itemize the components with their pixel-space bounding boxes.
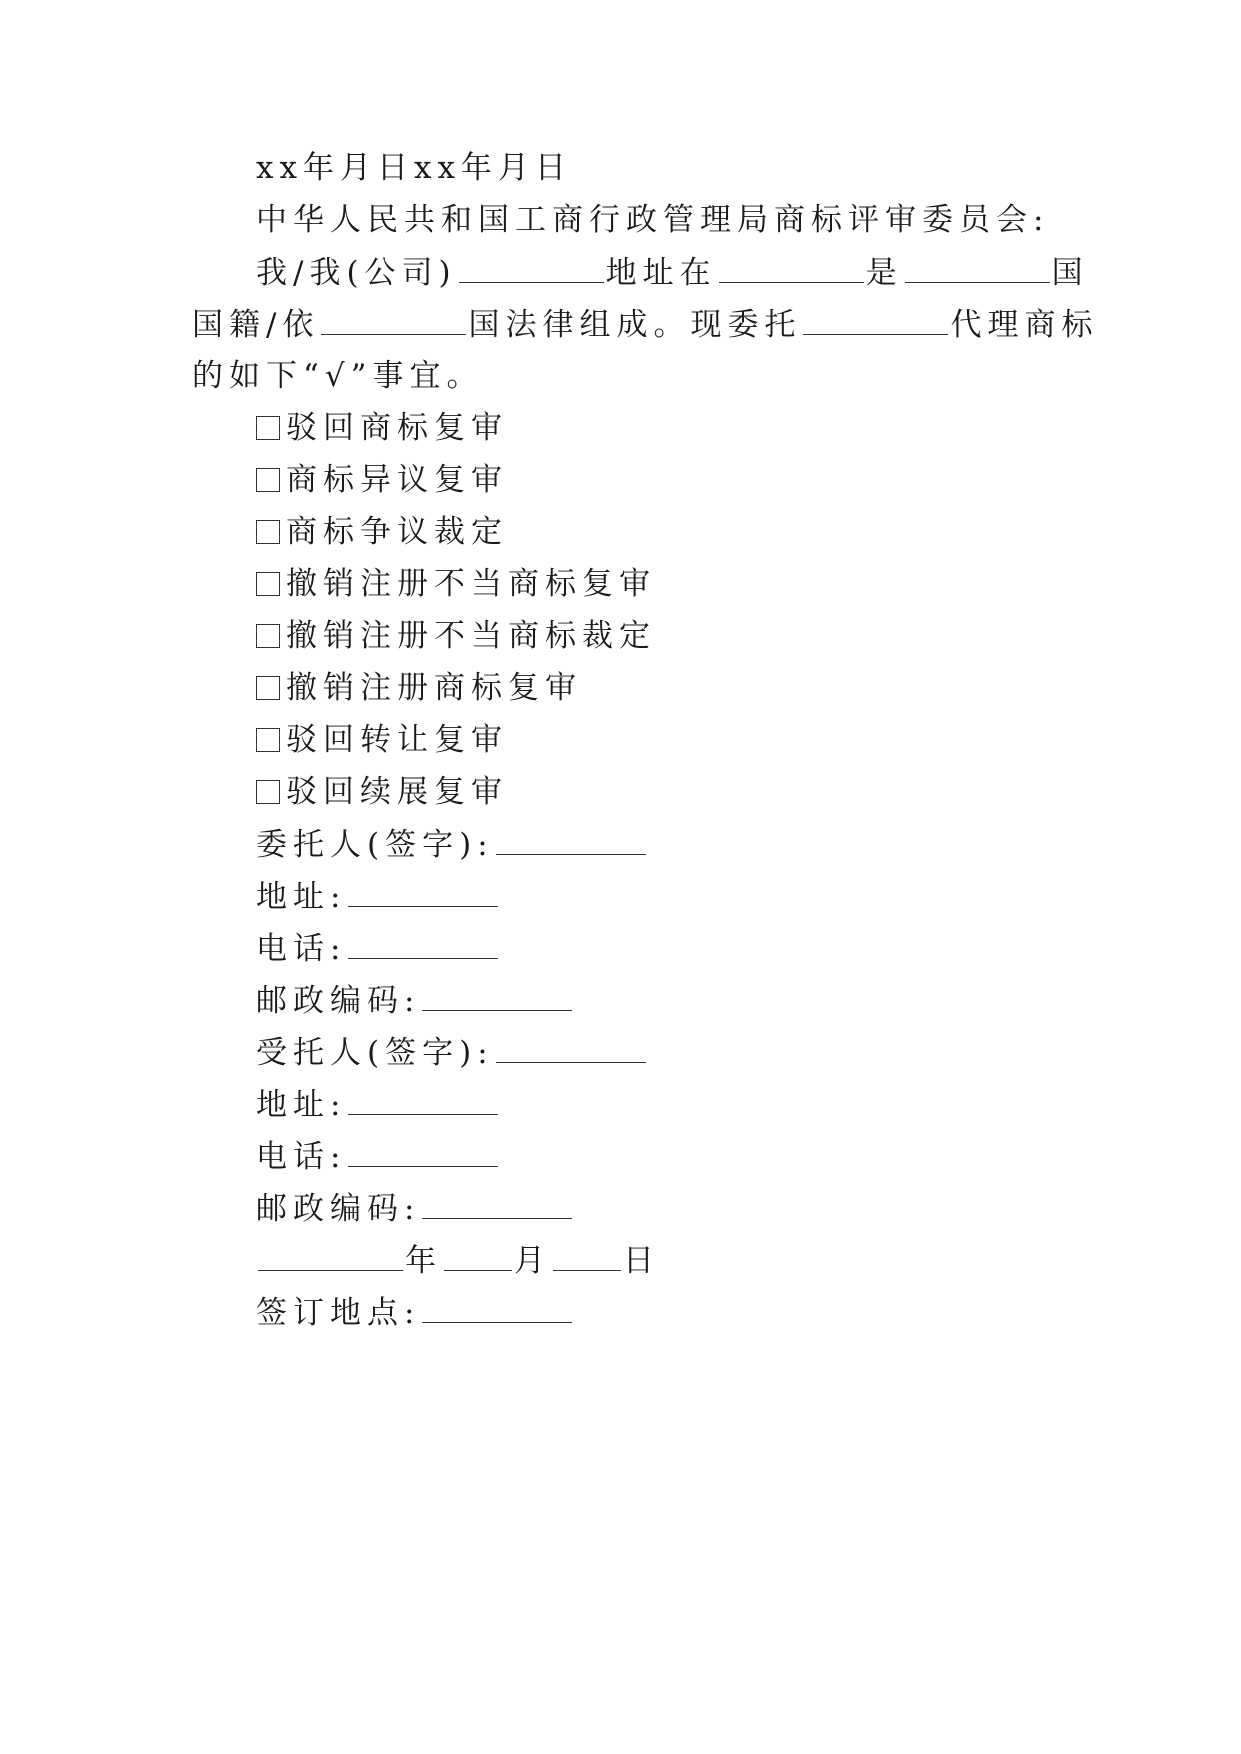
option-label: 撤销注册不当商标裁定 — [286, 618, 656, 654]
agent-postcode-blank[interactable] — [422, 1188, 572, 1219]
principal-postcode-label: 邮政编码: — [256, 983, 421, 1019]
checkbox-icon[interactable] — [256, 572, 280, 596]
principal-sign-blank[interactable] — [496, 824, 646, 855]
option-item — [256, 408, 508, 448]
place-label: 签订地点: — [256, 1295, 421, 1331]
option-label: 撤销注册不当商标复审 — [286, 566, 656, 602]
agent-phone-blank[interactable] — [348, 1136, 498, 1167]
option-label: 商标争议裁定 — [286, 514, 508, 550]
day-label: 日 — [623, 1243, 660, 1279]
intro-line-1 — [256, 252, 1089, 293]
option-label: 商标异议复审 — [286, 462, 508, 498]
principal-phone-label: 电话: — [256, 931, 347, 967]
month-label: 月 — [514, 1243, 551, 1279]
principal-address-row — [256, 876, 500, 917]
option-label: 驳回转让复审 — [286, 722, 508, 758]
place-blank[interactable] — [422, 1292, 572, 1323]
intro-text: 是 — [865, 255, 903, 291]
header-date: xx年月日xx年月日 — [256, 150, 572, 186]
principal-address-blank[interactable] — [348, 876, 498, 907]
country-blank[interactable] — [905, 252, 1050, 283]
agent-phone-row — [256, 1136, 500, 1177]
principal-sign-row — [256, 824, 648, 865]
agent-address-blank[interactable] — [348, 1084, 498, 1115]
address-blank[interactable] — [719, 252, 864, 283]
checkbox-icon[interactable] — [256, 468, 280, 492]
agent-blank[interactable] — [803, 304, 948, 335]
year-label: 年 — [405, 1243, 442, 1279]
law-country-blank[interactable] — [321, 304, 466, 335]
intro-text: 国 — [1051, 255, 1089, 291]
option-item — [256, 720, 508, 760]
agent-postcode-row — [256, 1188, 574, 1229]
intro-text: 国籍/依 — [192, 307, 320, 343]
option-label: 驳回商标复审 — [286, 410, 508, 446]
option-item — [256, 564, 656, 604]
intro-text: 代理商标 — [950, 307, 1099, 343]
agent-address-label: 地址: — [256, 1087, 347, 1123]
option-item — [256, 668, 582, 708]
year-blank[interactable] — [258, 1240, 403, 1271]
checkbox-icon[interactable] — [256, 624, 280, 648]
principal-sign-label: 委托人(签字): — [256, 827, 494, 863]
month-blank[interactable] — [444, 1240, 512, 1271]
addressee: 中华人民共和国工商行政管理局商标评审委员会: — [256, 202, 1050, 238]
principal-phone-blank[interactable] — [348, 928, 498, 959]
name-blank[interactable] — [459, 252, 604, 283]
option-item — [256, 616, 656, 656]
agent-sign-row — [256, 1032, 648, 1073]
option-item — [256, 772, 508, 812]
checkbox-icon[interactable] — [256, 520, 280, 544]
principal-address-label: 地址: — [256, 879, 347, 915]
checkbox-icon[interactable] — [256, 416, 280, 440]
intro-line-3: 的如下“√”事宜。 — [192, 358, 484, 394]
principal-phone-row — [256, 928, 500, 969]
date-row — [256, 1240, 660, 1281]
intro-line-2 — [192, 304, 1098, 345]
intro-text: 地址在 — [605, 255, 717, 291]
checkbox-icon[interactable] — [256, 676, 280, 700]
option-item — [256, 460, 508, 500]
checkbox-icon[interactable] — [256, 780, 280, 804]
agent-phone-label: 电话: — [256, 1139, 347, 1175]
agent-address-row — [256, 1084, 500, 1125]
principal-postcode-blank[interactable] — [422, 980, 572, 1011]
agent-sign-label: 受托人(签字): — [256, 1035, 494, 1071]
agent-sign-blank[interactable] — [496, 1032, 646, 1063]
option-label: 撤销注册商标复审 — [286, 670, 582, 706]
checkbox-icon[interactable] — [256, 728, 280, 752]
intro-text: 国法律组成。现委托 — [468, 307, 802, 343]
place-row — [256, 1292, 574, 1333]
option-item — [256, 512, 508, 552]
day-blank[interactable] — [553, 1240, 621, 1271]
intro-text: 我/我(公司) — [256, 255, 457, 291]
principal-postcode-row — [256, 980, 574, 1021]
agent-postcode-label: 邮政编码: — [256, 1191, 421, 1227]
option-label: 驳回续展复审 — [286, 774, 508, 810]
